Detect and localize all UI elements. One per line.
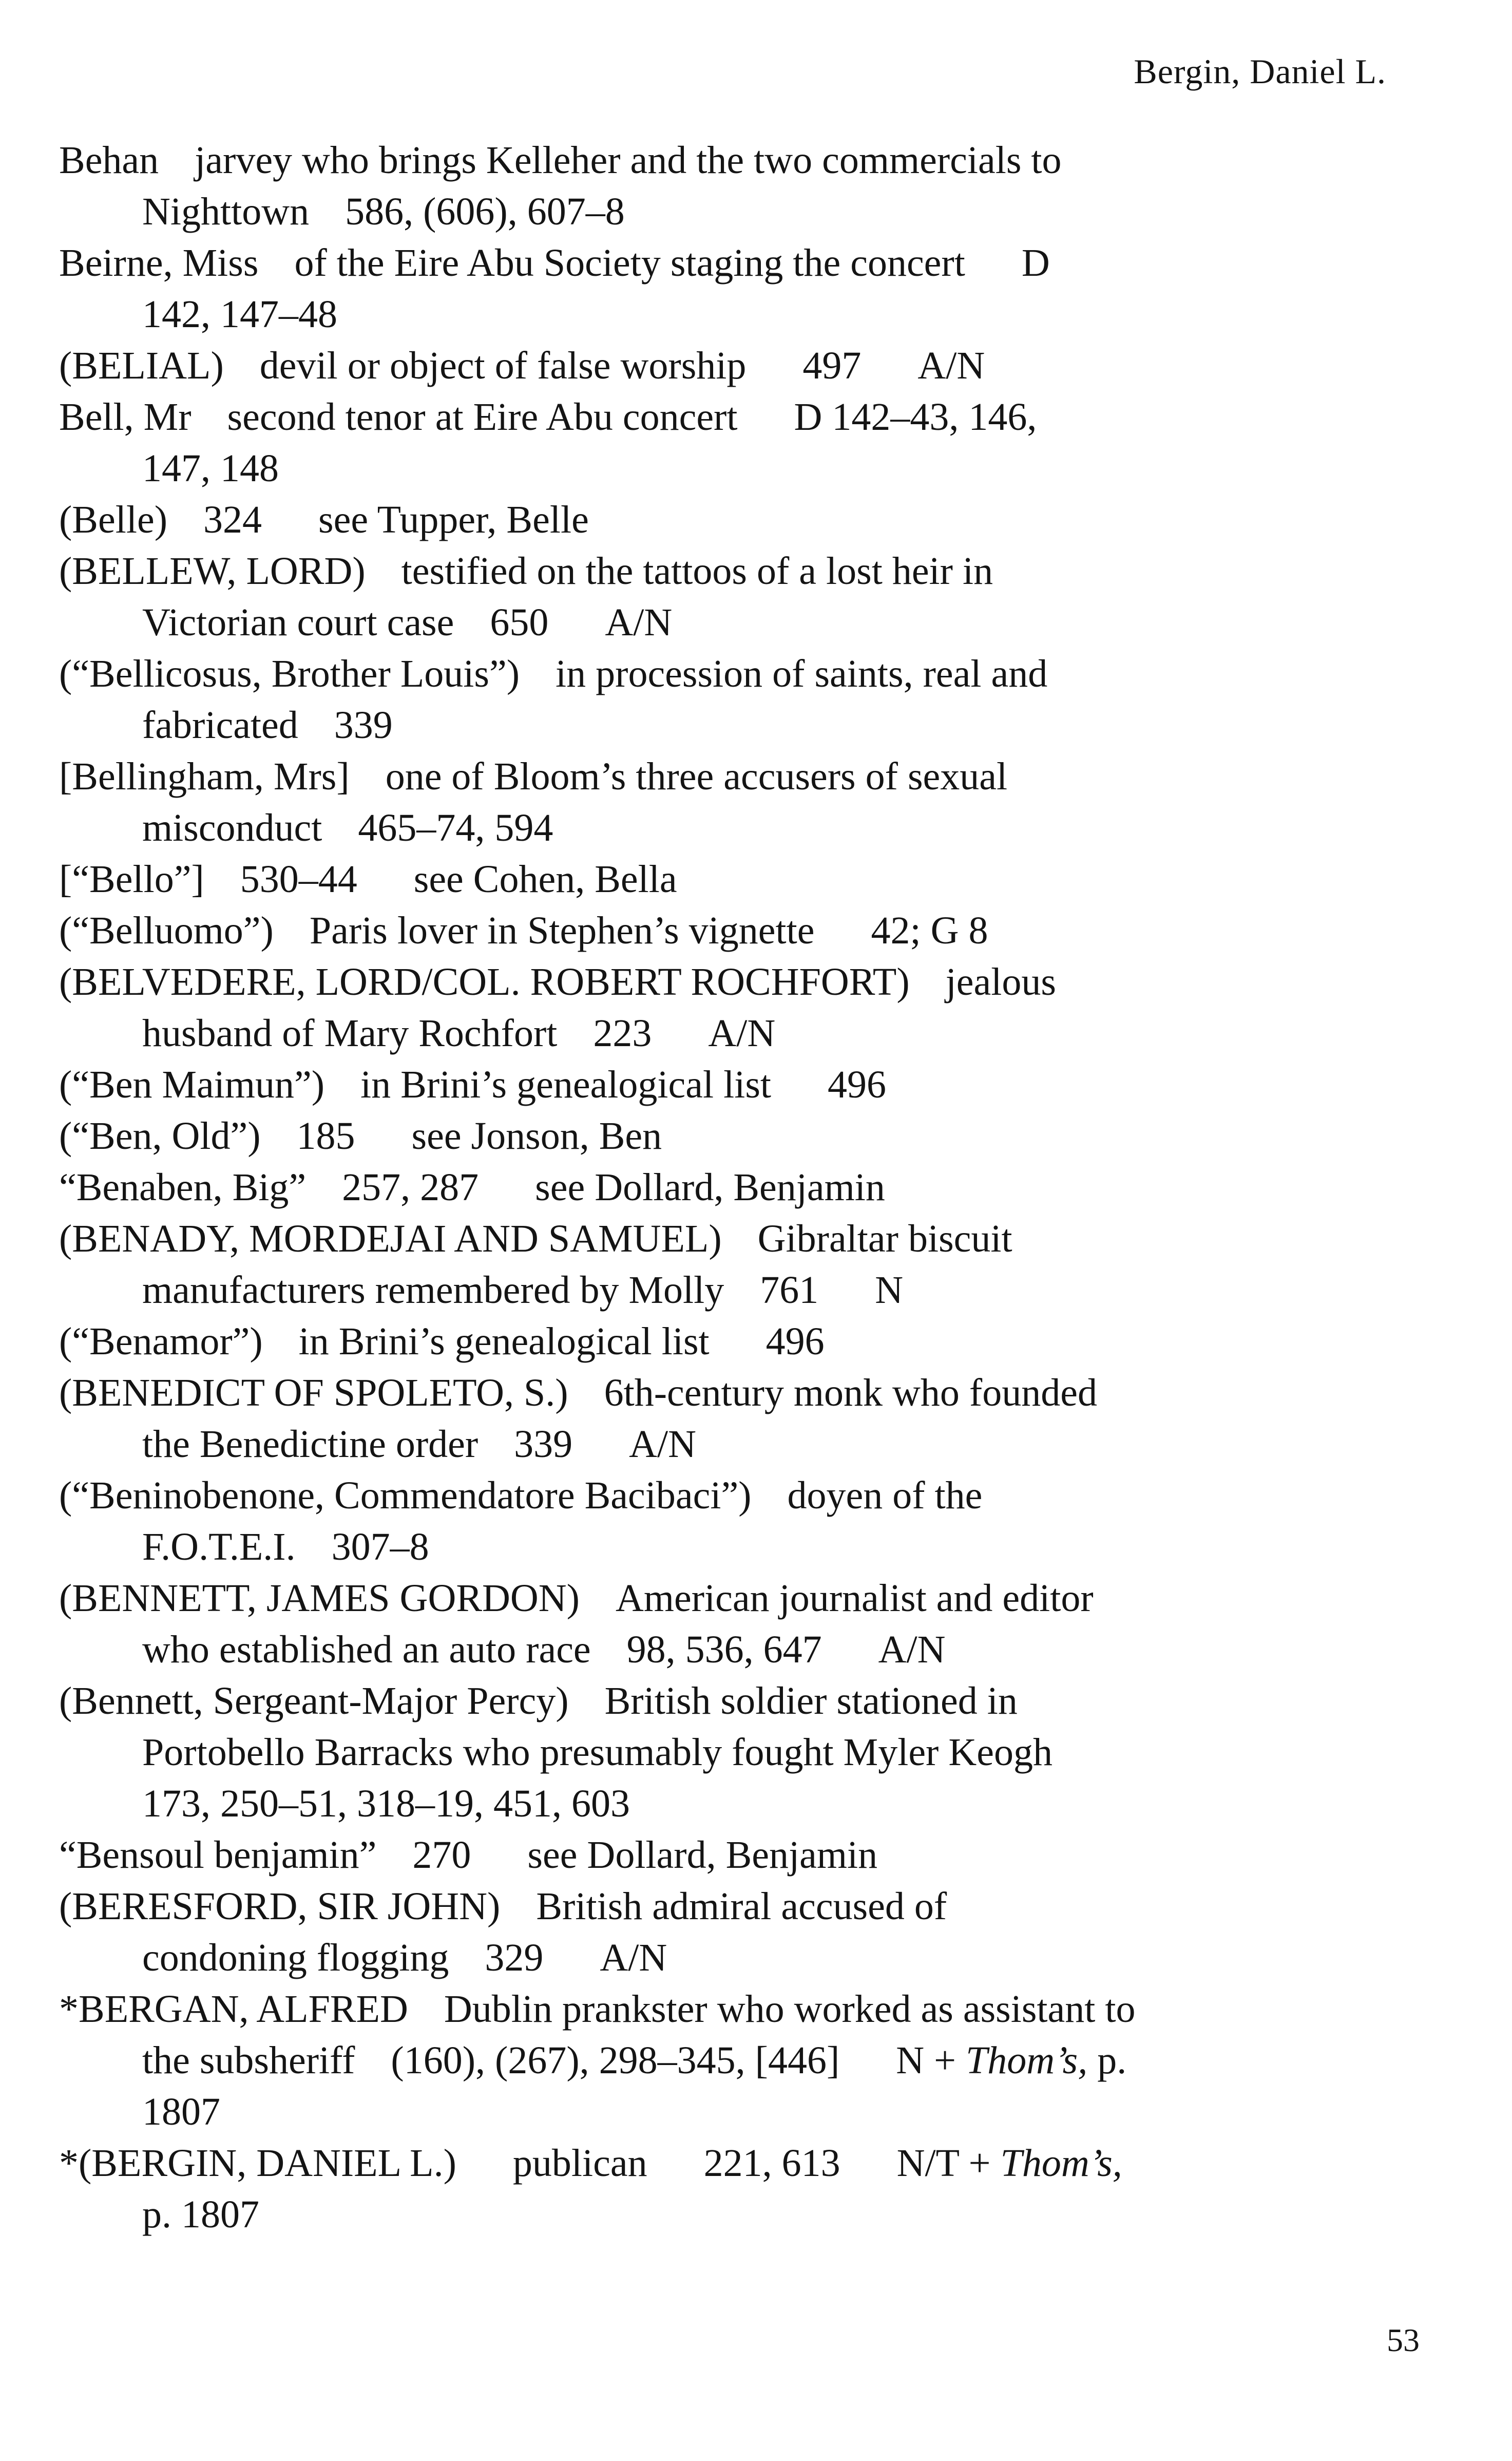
entry-head: (“Ben, Old”) [59, 1114, 261, 1158]
entry-source: A/N [878, 1628, 946, 1671]
entry-head: (BELVEDERE, LORD/COL. ROBERT ROCHFORT) [59, 960, 910, 1004]
entry-description: manufacturers remembered by Molly [142, 1269, 724, 1312]
index-entry [59, 1881, 1404, 1983]
entry-description: in Brini’s genealogical list [360, 1063, 772, 1106]
index-entry [59, 1059, 1404, 1110]
entry-head: (Belle) [59, 498, 168, 541]
entry-description: British admiral accused of [536, 1885, 947, 1928]
index-entry [59, 854, 1404, 905]
entry-pages: (160), (267), 298–345, [446] [391, 2039, 840, 2082]
entry-source: D [1021, 241, 1050, 285]
entry-head: Behan [59, 139, 159, 182]
entry-cross-reference: see Dollard, Benjamin [535, 1166, 885, 1209]
index-entry [59, 1983, 1404, 2137]
entry-pages: 339 [334, 704, 393, 747]
entry-head: (BENADY, MORDEJAI AND SAMUEL) [59, 1217, 722, 1260]
index-entry [59, 1110, 1404, 1162]
entry-pages: D 142–43, 146, [794, 395, 1037, 439]
index-entry [59, 135, 1404, 237]
entry-description: Dublin prankster who worked as assistant to [444, 1987, 1136, 2031]
entry-head: Bell, Mr [59, 395, 192, 439]
entry-pages: 173, 250–51, 318–19, 451, 603 [142, 1782, 630, 1825]
entry-description: second tenor at Eire Abu concert [227, 395, 738, 439]
entry-description: publican [512, 2142, 647, 2185]
index-entry [59, 1829, 1404, 1881]
index-entry [59, 340, 1404, 391]
entry-description: Nighttown [142, 190, 310, 233]
index-entry [59, 1675, 1404, 1829]
index-entry [59, 1573, 1404, 1675]
entry-head: (“Beninobenone, Commendatore Bacibaci”) [59, 1474, 752, 1517]
entry-description: 6th-century monk who founded [604, 1371, 1097, 1414]
entry-pages: 496 [828, 1063, 887, 1106]
index-entry [59, 391, 1404, 494]
entry-pages: 586, (606), 607–8 [345, 190, 625, 233]
entry-source-page: p. [1087, 2039, 1127, 2082]
entry-pages: 465–74, 594 [358, 806, 553, 849]
entry-description: Victorian court case [142, 601, 454, 644]
index-entry [59, 2137, 1404, 2240]
entry-pages: 497 [802, 344, 862, 387]
index-entry [59, 648, 1404, 751]
entry-description: Portobello Barracks who presumably fought Myler Keogh [142, 1731, 1052, 1774]
entry-description: in Brini’s genealogical list [298, 1320, 710, 1363]
entry-description: condoning flogging [142, 1936, 449, 1979]
page-number: 53 [1387, 2322, 1420, 2358]
entry-head: (“Belluomo”) [59, 909, 274, 952]
entry-head: (BERESFORD, SIR JOHN) [59, 1885, 501, 1928]
entry-description: Gibraltar biscuit [757, 1217, 1012, 1260]
entry-description: in procession of saints, real and [556, 652, 1048, 695]
entry-head: (BENEDICT OF SPOLETO, S.) [59, 1371, 568, 1414]
entry-cross-reference: see Cohen, Bella [413, 858, 677, 901]
index-entries [59, 135, 1404, 2240]
entry-description: jealous [945, 960, 1056, 1004]
entry-pages: 339 [514, 1423, 573, 1466]
entry-head: (“Bellicosus, Brother Louis”) [59, 652, 520, 695]
entry-description: devil or object of false worship [259, 344, 747, 387]
entry-source-title: Thom’s, [1000, 2142, 1122, 2185]
index-entry [59, 494, 1404, 545]
entry-description: testified on the tattoos of a lost heir in [401, 550, 993, 593]
index-entry [59, 1470, 1404, 1573]
index-entry [59, 1162, 1404, 1213]
entry-description: who established an auto race [142, 1628, 591, 1671]
entry-head: (Bennett, Sergeant-Major Percy) [59, 1679, 569, 1722]
entry-pages: 142, 147–48 [142, 293, 337, 336]
entry-pages: 761 [760, 1269, 819, 1312]
entry-pages: 324 [203, 498, 262, 541]
entry-pages: 530–44 [240, 858, 357, 901]
entry-pages: 257, 287 [342, 1166, 479, 1209]
entry-source: N [875, 1269, 904, 1312]
entry-head: (“Benamor”) [59, 1320, 263, 1363]
entry-head: “Benaben, Big” [59, 1166, 307, 1209]
entry-head: Beirne, Miss [59, 241, 259, 285]
entry-description: jarvey who brings Kelleher and the two commercials to [195, 139, 1062, 182]
entry-pages: 496 [765, 1320, 825, 1363]
entry-source: A/N [917, 344, 985, 387]
entry-head: (“Ben Maimun”) [59, 1063, 325, 1106]
entry-pages: 270 [412, 1833, 471, 1877]
index-entry [59, 905, 1404, 956]
entry-description: American journalist and editor [615, 1577, 1094, 1620]
entry-pages: 221, 613 [703, 2142, 840, 2185]
entry-pages: 223 [593, 1012, 652, 1055]
entry-pages: 42; G 8 [871, 909, 988, 952]
entry-source: N/T + [896, 2142, 1001, 2185]
entry-source: A/N [629, 1423, 697, 1466]
entry-head: *BERGAN, ALFRED [59, 1987, 408, 2031]
entry-pages: 329 [485, 1936, 544, 1979]
entry-head: [“Bello”] [59, 858, 204, 901]
entry-description: Paris lover in Stephen’s vignette [309, 909, 815, 952]
entry-source: A/N [600, 1936, 667, 1979]
index-entry [59, 751, 1404, 854]
entry-cross-reference: see Dollard, Benjamin [527, 1833, 878, 1877]
entry-head: (BENNETT, JAMES GORDON) [59, 1577, 580, 1620]
entry-source: A/N [708, 1012, 776, 1055]
entry-head: [Bellingham, Mrs] [59, 755, 350, 798]
running-head: Bergin, Daniel L. [1134, 52, 1386, 91]
entry-description: of the Eire Abu Society staging the concert [294, 241, 965, 285]
entry-description: British soldier stationed in [604, 1679, 1018, 1722]
entry-cross-reference: see Jonson, Ben [411, 1114, 662, 1158]
entry-pages: 650 [490, 601, 549, 644]
index-entry [59, 1213, 1404, 1316]
entry-head: (BELIAL) [59, 344, 224, 387]
index-entry [59, 1316, 1404, 1367]
entry-source-title: Thom’s, [966, 2039, 1088, 2082]
entry-source-page: p. 1807 [142, 2193, 259, 2236]
index-entry [59, 1367, 1404, 1470]
entry-cross-reference: see Tupper, Belle [318, 498, 589, 541]
entry-pages: 185 [296, 1114, 355, 1158]
entry-head: “Bensoul benjamin” [59, 1833, 377, 1877]
entry-source: A/N [605, 601, 673, 644]
entry-description: one of Bloom’s three accusers of sexual [385, 755, 1008, 798]
entry-source-page: 1807 [142, 2090, 220, 2133]
entry-pages: 98, 536, 647 [626, 1628, 822, 1671]
entry-head: *(BERGIN, DANIEL L.) [59, 2142, 456, 2185]
index-entry [59, 545, 1404, 648]
entry-description: the subsheriff [142, 2039, 355, 2082]
entry-description: doyen of the [787, 1474, 983, 1517]
entry-description: fabricated [142, 704, 298, 747]
entry-pages: 147, 148 [142, 447, 279, 490]
entry-description: husband of Mary Rochfort [142, 1012, 558, 1055]
entry-description: the Benedictine order [142, 1423, 479, 1466]
entry-head: (BELLEW, LORD) [59, 550, 366, 593]
entry-pages: 307–8 [331, 1525, 429, 1568]
entry-description: F.O.T.E.I. [142, 1525, 296, 1568]
entry-description: misconduct [142, 806, 322, 849]
index-entry [59, 237, 1404, 340]
entry-source: N + [896, 2039, 966, 2082]
index-entry [59, 956, 1404, 1059]
